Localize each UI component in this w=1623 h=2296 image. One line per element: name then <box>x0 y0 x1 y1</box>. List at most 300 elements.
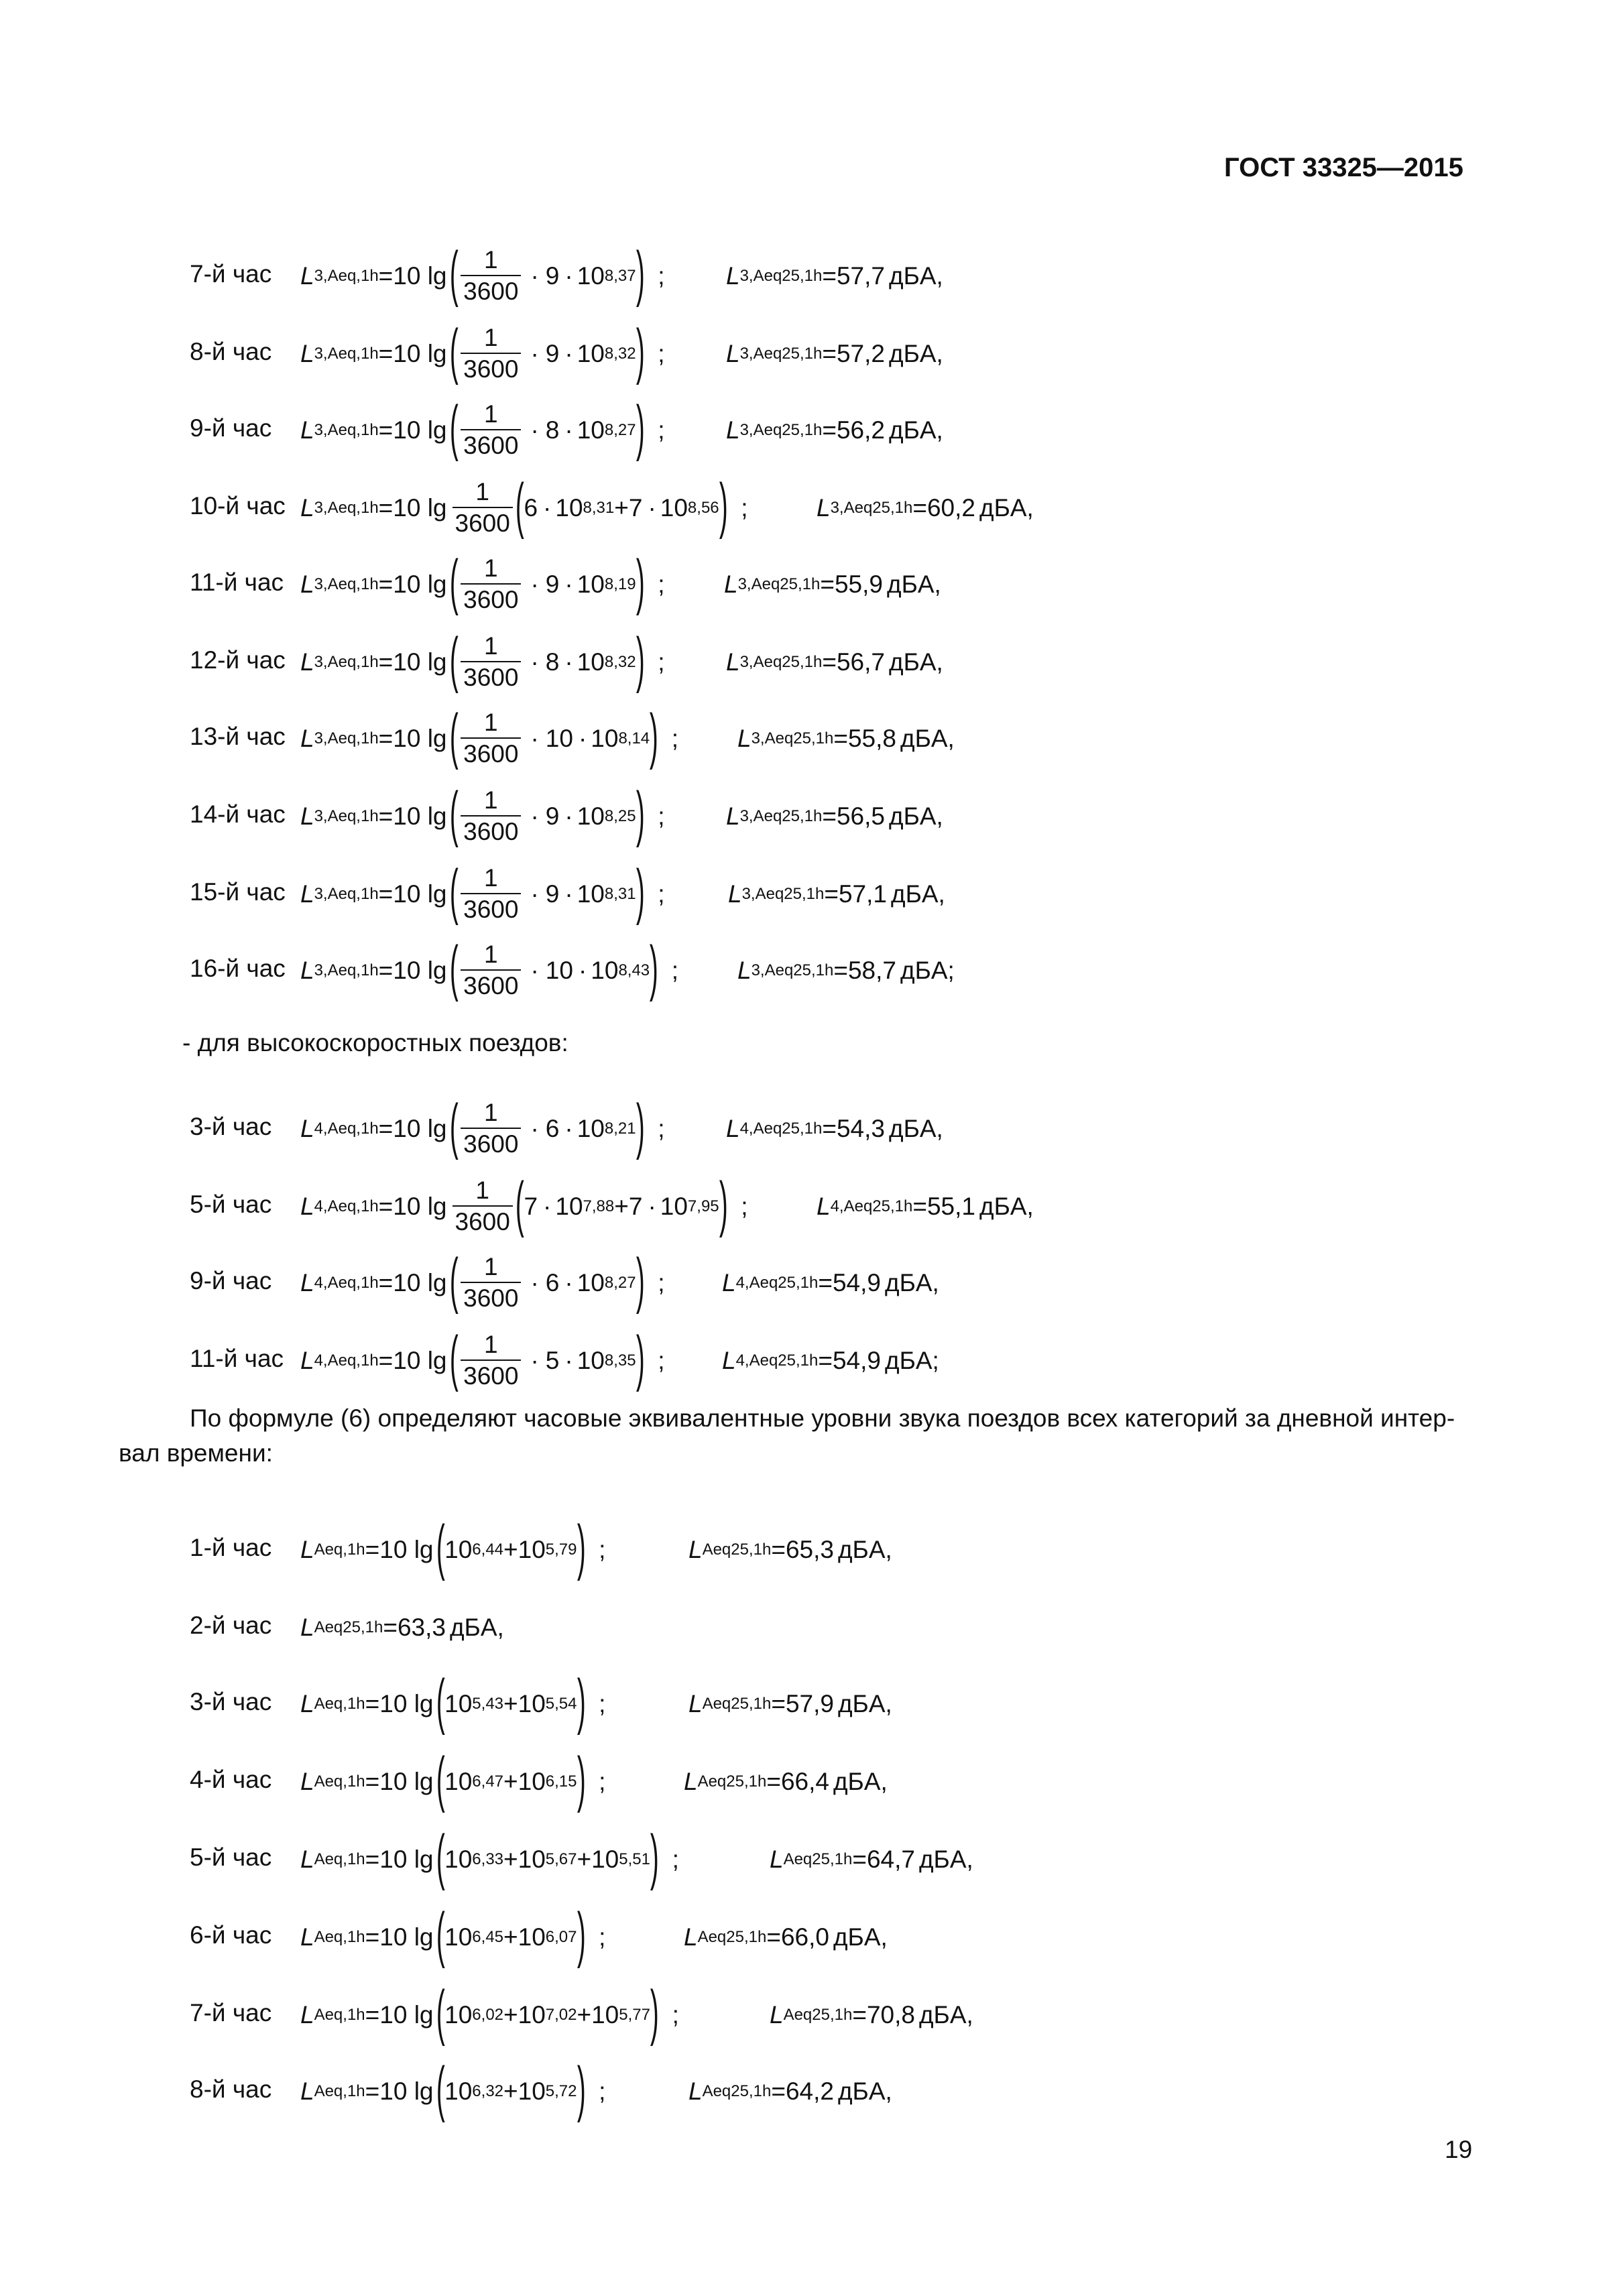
end-mark: , <box>936 340 943 367</box>
result-subscript: Aeq25,1h <box>702 1695 772 1713</box>
result-subscript: 3,Aeq25,1h <box>739 421 823 439</box>
exponent: 8,27 <box>604 421 636 439</box>
result <box>726 391 943 469</box>
fraction-denominator: 3600 <box>461 815 521 847</box>
result-subscript: 3,Aeq25,1h <box>739 807 823 825</box>
formula <box>300 1665 605 1743</box>
right-paren: ) <box>636 239 645 308</box>
fraction-denominator: 3600 <box>461 353 521 385</box>
fraction-numerator: 1 <box>484 324 498 351</box>
result-symbol: L <box>688 2077 703 2105</box>
symbol-subscript: Aeq,1h <box>314 2082 365 2100</box>
symbol-subscript: 3,Aeq,1h <box>314 421 379 439</box>
ten: 10 <box>591 957 619 984</box>
left-paren: ( <box>436 1667 445 1736</box>
formula-row <box>0 1322 1623 1400</box>
end-mark: , <box>966 1846 973 1873</box>
symbol-l: L <box>300 1923 314 1951</box>
ten: 10 <box>577 416 605 444</box>
end-mark: , <box>885 2077 892 2105</box>
fraction-numerator: 1 <box>484 1099 498 1126</box>
ten: 10 <box>518 1768 546 1795</box>
equals-sign: = <box>365 1846 380 1873</box>
exponent: 8,32 <box>604 653 636 671</box>
end-mark: , <box>1026 1193 1034 1220</box>
left-paren: ( <box>436 2055 445 2123</box>
total-formula-row <box>0 1665 1623 1743</box>
left-paren: ( <box>449 1246 459 1315</box>
paragraph-line-1: По формуле (6) определяют часовые эквивалентные уровни звука поездов всех категорий за дневной интер- <box>190 1404 1455 1432</box>
formula <box>300 1244 665 1322</box>
symbol-subscript: 4,Aeq,1h <box>314 1274 379 1292</box>
symbol-subscript: Aeq,1h <box>314 1695 365 1713</box>
dot: · <box>543 1193 552 1220</box>
dot: · <box>543 494 552 522</box>
right-paren: ) <box>636 625 645 694</box>
hour-label: 5-й час <box>190 1191 272 1218</box>
unit: дБA <box>449 1614 497 1641</box>
exponent: 8,14 <box>618 729 650 747</box>
fraction-denominator: 3600 <box>461 737 521 770</box>
left-paren: ( <box>449 934 459 1002</box>
semicolon: ; <box>658 262 665 290</box>
result-symbol: L <box>726 262 740 290</box>
dot: · <box>564 416 573 444</box>
result-subscript: 3,Aeq25,1h <box>737 575 821 593</box>
semicolon: ; <box>658 416 665 444</box>
hour-label: 10-й час <box>190 492 286 520</box>
result <box>684 1898 888 1976</box>
ten-lg: 10 lg <box>393 648 447 676</box>
result <box>724 546 941 623</box>
dot: · <box>564 1269 573 1296</box>
result-symbol: L <box>817 1193 831 1220</box>
result <box>817 469 1034 547</box>
result-subscript: Aeq25,1h <box>783 1850 853 1868</box>
exponent: 7,95 <box>687 1197 719 1215</box>
semicolon: ; <box>599 1923 606 1951</box>
equals-sign: = <box>771 1690 786 1717</box>
hour-label: 11-й час <box>190 1345 284 1372</box>
equals-sign: = <box>365 1768 380 1795</box>
fraction-denominator: 3600 <box>461 429 521 461</box>
result-value: 55,9 <box>834 570 883 598</box>
symbol-l: L <box>300 957 314 984</box>
equals-sign: = <box>822 648 837 676</box>
fraction-numerator: 1 <box>484 709 498 736</box>
result-subscript: 3,Aeq25,1h <box>751 961 834 979</box>
end-mark: ; <box>932 1347 939 1374</box>
dot: · <box>530 648 539 676</box>
left-paren: ( <box>449 625 459 694</box>
ten: 10 <box>518 1846 546 1873</box>
result-symbol: L <box>688 1536 703 1563</box>
ten-lg: 10 lg <box>379 1846 434 1873</box>
fraction-denominator: 3600 <box>461 583 521 615</box>
fraction-numerator: 1 <box>484 786 498 814</box>
ten: 10 <box>577 880 605 908</box>
result-symbol: L <box>728 880 742 908</box>
symbol-subscript: Aeq,1h <box>314 1772 365 1791</box>
result <box>770 1976 973 2054</box>
exponent: 8,37 <box>604 267 636 285</box>
ten: 10 <box>591 725 619 752</box>
plus-sign: + <box>577 2001 592 2029</box>
page-number: 19 <box>1445 2136 1473 2163</box>
exponent: 6,33 <box>472 1850 504 1868</box>
dot: · <box>564 1115 573 1142</box>
right-paren: ) <box>577 1513 586 1581</box>
dot: · <box>564 570 573 598</box>
ten: 10 <box>444 1846 473 1873</box>
right-paren: ) <box>636 1092 645 1160</box>
result-value: 56,5 <box>836 802 885 830</box>
unit: дБA <box>833 1768 881 1795</box>
hour-label: 11-й час <box>190 568 284 596</box>
exponent: 5,67 <box>545 1850 577 1868</box>
symbol-subscript: 3,Aeq,1h <box>314 729 379 747</box>
ten: 10 <box>444 2077 473 2105</box>
coefficient: 8 <box>545 648 560 676</box>
result-value: 57,9 <box>785 1690 834 1717</box>
end-mark: , <box>1026 494 1034 522</box>
ten-lg: 10 lg <box>393 340 447 367</box>
symbol-l: L <box>300 725 314 752</box>
equals-sign: = <box>378 1193 394 1220</box>
ten: 10 <box>518 2077 546 2105</box>
exponent: 6,45 <box>472 1928 504 1946</box>
formula-row <box>0 546 1623 623</box>
result-subscript: Aeq25,1h <box>702 1540 772 1559</box>
equals-sign: = <box>820 570 835 598</box>
symbol-l: L <box>300 1768 314 1795</box>
right-paren: ) <box>636 780 645 848</box>
semicolon: ; <box>599 1690 606 1717</box>
unit: дБA <box>979 1193 1027 1220</box>
ten: 10 <box>555 1193 583 1220</box>
exponent: 6,44 <box>472 1540 504 1559</box>
exponent: 8,56 <box>687 499 719 517</box>
result-subscript: 3,Aeq25,1h <box>741 885 825 903</box>
result-symbol: L <box>722 1269 736 1296</box>
result-subscript: 3,Aeq25,1h <box>751 729 834 747</box>
hour-label: 7-й час <box>190 260 272 288</box>
result <box>737 700 955 778</box>
equals-sign: = <box>912 494 927 522</box>
fraction-numerator: 1 <box>484 632 498 660</box>
plus-sign: + <box>503 1536 518 1563</box>
symbol-l: L <box>300 1536 314 1563</box>
symbol-l: L <box>300 494 314 522</box>
symbol-subscript: 3,Aeq,1h <box>314 499 379 517</box>
unit: дБA <box>888 802 937 830</box>
right-paren: ) <box>650 1823 659 1891</box>
ten: 10 <box>577 648 605 676</box>
equals-sign: = <box>822 262 837 290</box>
symbol-l: L <box>300 1846 314 1873</box>
coefficient: 6 <box>545 1269 560 1296</box>
fraction-numerator: 1 <box>475 478 489 505</box>
ten: 10 <box>577 1269 605 1296</box>
right-paren: ) <box>719 471 728 540</box>
unit: дБA <box>888 340 937 367</box>
result <box>770 1821 973 1898</box>
equals-sign: = <box>378 880 394 908</box>
result <box>737 932 955 1010</box>
semicolon: ; <box>658 570 665 598</box>
formula-row <box>0 1090 1623 1168</box>
symbol-subscript: Aeq,1h <box>314 1540 365 1559</box>
left-paren: ( <box>449 857 459 926</box>
result-subscript: Aeq25,1h <box>697 1772 767 1791</box>
unit: дБA <box>837 1536 886 1563</box>
fraction-denominator: 3600 <box>461 969 521 1002</box>
exponent: 8,31 <box>604 885 636 903</box>
left-paren: ( <box>449 702 459 770</box>
dot: · <box>530 957 539 984</box>
ten: 10 <box>555 494 583 522</box>
symbol-subscript: 4,Aeq,1h <box>314 1197 379 1215</box>
end-mark: , <box>936 802 943 830</box>
result-symbol: L <box>770 2001 784 2029</box>
result-value: 54,9 <box>832 1347 881 1374</box>
equals-sign: = <box>378 648 394 676</box>
formula <box>300 1589 504 1667</box>
semicolon: ; <box>741 1193 748 1220</box>
coefficient: 10 <box>545 725 573 752</box>
equals-sign: = <box>378 1347 394 1374</box>
ten-lg: 10 lg <box>393 494 447 522</box>
symbol-l: L <box>300 2077 314 2105</box>
result <box>728 855 945 933</box>
result <box>726 778 943 855</box>
fraction-numerator: 1 <box>484 1253 498 1280</box>
fraction <box>461 245 521 307</box>
ten: 10 <box>577 262 605 290</box>
exponent: 6,07 <box>545 1928 577 1946</box>
dot: · <box>648 494 656 522</box>
plus-sign: + <box>503 2001 518 2029</box>
result-value: 65,3 <box>785 1536 834 1563</box>
result-subscript: Aeq25,1h <box>314 1618 383 1636</box>
formula <box>300 1090 665 1168</box>
coefficient: 7 <box>524 1193 538 1220</box>
end-mark: , <box>936 1115 943 1142</box>
equals-sign: = <box>822 416 837 444</box>
ten-lg: 10 lg <box>393 570 447 598</box>
result-subscript: Aeq25,1h <box>697 1928 767 1946</box>
symbol-l: L <box>300 1269 314 1296</box>
formula <box>300 778 665 855</box>
unit: дБA <box>833 1923 881 1951</box>
symbol-l: L <box>300 340 314 367</box>
ten-lg: 10 lg <box>379 1690 434 1717</box>
ten-lg: 10 lg <box>393 1347 447 1374</box>
dot: · <box>578 725 587 752</box>
result-value: 54,3 <box>836 1115 885 1142</box>
formula-row <box>0 237 1623 315</box>
ten: 10 <box>444 2001 473 2029</box>
ten: 10 <box>444 1690 473 1717</box>
symbol-l: L <box>300 1115 314 1142</box>
unit: дБA <box>888 648 937 676</box>
exponent: 8,43 <box>618 961 650 979</box>
result-symbol: L <box>737 725 752 752</box>
fraction-numerator: 1 <box>484 400 498 428</box>
ten-lg: 10 lg <box>379 1768 434 1795</box>
formula <box>300 1511 605 1589</box>
symbol-l: L <box>300 1347 314 1374</box>
hour-label: 9-й час <box>190 1267 272 1294</box>
formula <box>300 1821 679 1898</box>
result-symbol: L <box>688 1690 703 1717</box>
result <box>726 623 943 701</box>
ten: 10 <box>518 1923 546 1951</box>
coefficient: 9 <box>545 262 560 290</box>
equals-sign: = <box>822 802 837 830</box>
end-mark: , <box>966 2001 973 2029</box>
equals-sign: = <box>378 570 394 598</box>
dot: · <box>564 340 573 367</box>
result-value: 56,7 <box>836 648 885 676</box>
exponent: 8,32 <box>604 345 636 363</box>
equals-sign: = <box>378 416 394 444</box>
result-value: 66,0 <box>780 1923 829 1951</box>
ten: 10 <box>518 1536 546 1563</box>
hour-label: 3-й час <box>190 1113 272 1140</box>
formula <box>300 623 665 701</box>
symbol-l: L <box>300 262 314 290</box>
hour-label: 2-й час <box>190 1612 272 1639</box>
ten: 10 <box>577 1347 605 1374</box>
result-subscript: 3,Aeq25,1h <box>739 345 823 363</box>
result-subscript: 3,Aeq25,1h <box>739 267 823 285</box>
ten-lg: 10 lg <box>393 725 447 752</box>
fraction-denominator: 3600 <box>461 1282 521 1314</box>
exponent: 5,43 <box>472 1695 504 1713</box>
right-paren: ) <box>636 1324 645 1392</box>
fraction-denominator: 3600 <box>453 1205 513 1237</box>
result-subscript: 4,Aeq25,1h <box>830 1197 913 1215</box>
left-paren: ( <box>515 471 524 540</box>
exponent: 8,27 <box>604 1274 636 1292</box>
symbol-l: L <box>300 880 314 908</box>
unit: дБA <box>837 1690 886 1717</box>
end-mark: , <box>936 416 943 444</box>
formula-row <box>0 1168 1623 1246</box>
end-mark: , <box>885 1690 892 1717</box>
exponent: 7,02 <box>545 2006 577 2024</box>
symbol-l: L <box>300 570 314 598</box>
symbol-subscript: Aeq,1h <box>314 1928 365 1946</box>
plus-sign: + <box>503 1846 518 1873</box>
coefficient: 9 <box>545 802 560 830</box>
equals-sign: = <box>378 1269 394 1296</box>
symbol-subscript: 3,Aeq,1h <box>314 345 379 363</box>
equals-sign: = <box>852 2001 867 2029</box>
fraction-numerator: 1 <box>484 554 498 582</box>
coefficient: 7 <box>628 1193 643 1220</box>
formula <box>300 700 678 778</box>
symbol-l: L <box>300 2001 314 2029</box>
end-mark: , <box>880 1768 888 1795</box>
semicolon: ; <box>658 1115 665 1142</box>
ten-lg: 10 lg <box>393 802 447 830</box>
ten: 10 <box>577 802 605 830</box>
formula-row <box>0 469 1623 547</box>
ten: 10 <box>660 1193 688 1220</box>
result <box>688 1665 892 1743</box>
right-paren: ) <box>577 1900 586 1969</box>
plus-sign: + <box>614 1193 629 1220</box>
ten-lg: 10 lg <box>393 1193 447 1220</box>
right-paren: ) <box>577 1745 586 1813</box>
left-paren: ( <box>449 780 459 848</box>
formula-row <box>0 1244 1623 1322</box>
result-symbol: L <box>770 1846 784 1873</box>
symbol-subscript: 3,Aeq,1h <box>314 267 379 285</box>
equals-sign: = <box>378 802 394 830</box>
symbol-subscript: 3,Aeq,1h <box>314 807 379 825</box>
equals-sign: = <box>818 1347 833 1374</box>
symbol-subscript: 3,Aeq,1h <box>314 653 379 671</box>
equals-sign: = <box>365 1690 380 1717</box>
end-mark: , <box>932 1269 939 1296</box>
left-paren: ( <box>449 239 459 308</box>
ten: 10 <box>518 1690 546 1717</box>
fraction-numerator: 1 <box>484 1331 498 1358</box>
semicolon: ; <box>671 725 679 752</box>
equals-sign: = <box>822 1115 837 1142</box>
end-mark: ; <box>947 957 955 984</box>
result <box>726 237 943 315</box>
formula-row <box>0 700 1623 778</box>
formula-row <box>0 391 1623 469</box>
dot: · <box>530 802 539 830</box>
result-value: 60,2 <box>926 494 975 522</box>
exponent: 6,02 <box>472 2006 504 2024</box>
hour-label: 7-й час <box>190 1999 272 2027</box>
fraction-denominator: 3600 <box>461 275 521 307</box>
fraction <box>453 477 513 539</box>
end-mark: , <box>938 880 945 908</box>
result-value: 70,8 <box>866 2001 915 2029</box>
equals-sign: = <box>365 2001 380 2029</box>
total-formula-row <box>0 1976 1623 2054</box>
ten-lg: 10 lg <box>393 1269 447 1296</box>
ten: 10 <box>444 1923 473 1951</box>
result <box>722 1244 939 1322</box>
unit: дБA <box>884 1269 933 1296</box>
exponent: 6,32 <box>472 2082 504 2100</box>
ten-lg: 10 lg <box>393 262 447 290</box>
result-value: 64,2 <box>785 2077 834 2105</box>
ten: 10 <box>591 2001 619 2029</box>
dot: · <box>530 1347 539 1374</box>
result <box>684 1743 888 1821</box>
coefficient: 8 <box>545 416 560 444</box>
fraction-numerator: 1 <box>484 246 498 274</box>
dot: · <box>530 340 539 367</box>
plus-sign: + <box>577 1846 592 1873</box>
hour-label: 8-й час <box>190 338 272 365</box>
result-symbol: L <box>726 1115 740 1142</box>
equals-sign: = <box>818 1269 833 1296</box>
total-formula-row <box>0 1898 1623 1976</box>
unit: дБA <box>888 262 937 290</box>
ten-lg: 10 lg <box>393 416 447 444</box>
coefficient: 9 <box>545 570 560 598</box>
